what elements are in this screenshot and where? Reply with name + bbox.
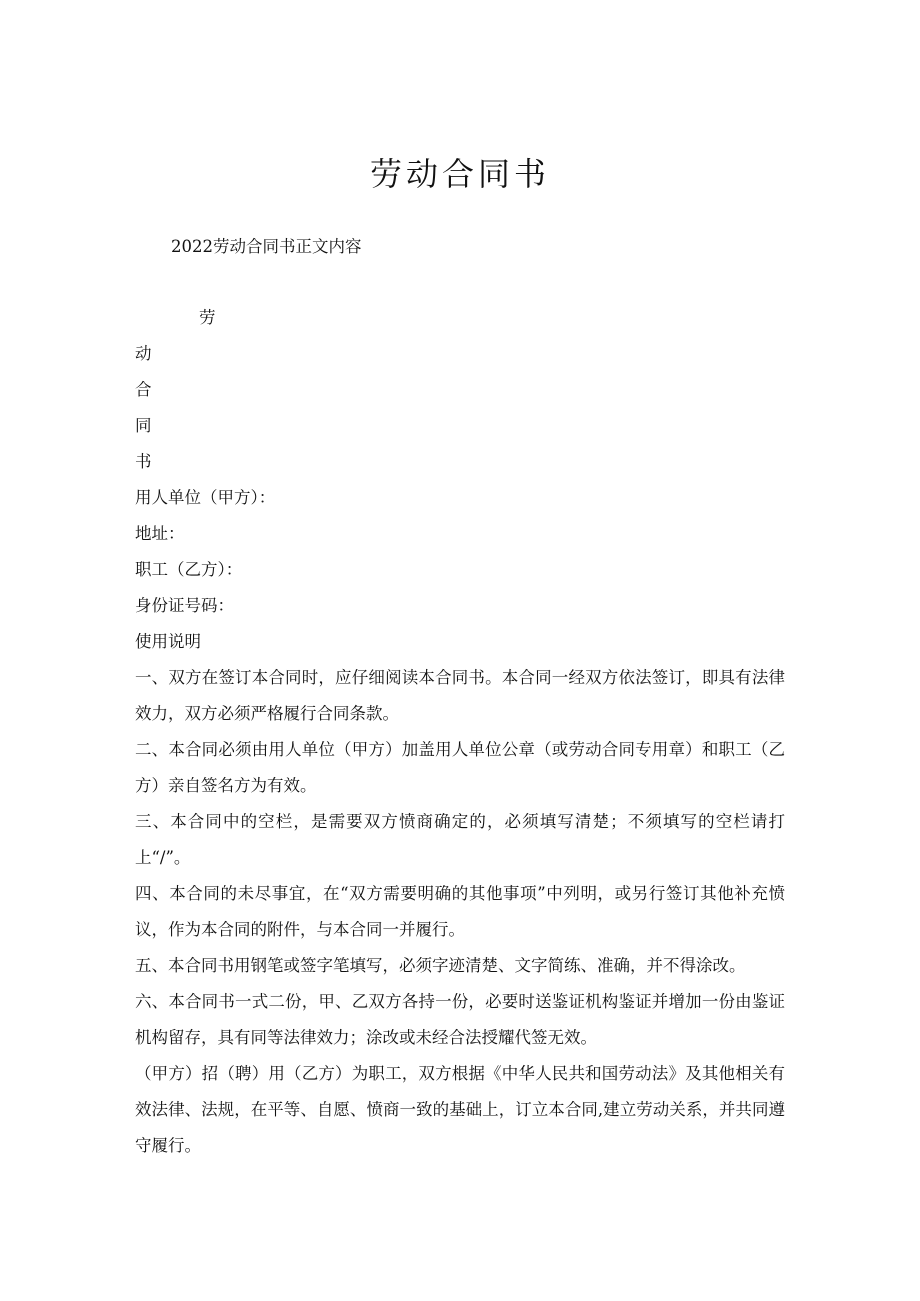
document-title: 劳动合同书	[369, 155, 550, 193]
instructions-heading: 使用说明	[135, 632, 201, 651]
cover-char-5: 书	[135, 452, 152, 471]
address-field-label: 地址：	[135, 524, 185, 543]
cover-char-1: 劳	[199, 308, 216, 327]
instruction-item-5: 五、本合同书用钢笔或签字笔填写，必须字迹清楚、文字简练、准确，并不得涂改。	[135, 956, 746, 975]
document-subtitle: 2022劳动合同书正文内容	[171, 237, 362, 256]
instruction-item-2: 二、本合同必须由用人单位（甲方）加盖用人单位公章（或劳动合同专用章）和职工（乙方）亲自签名方为有效。	[135, 740, 785, 795]
employee-field-label: 职工（乙方）：	[135, 560, 243, 579]
cover-char-2: 动	[135, 344, 152, 363]
employer-field-label: 用人单位（甲方）：	[135, 488, 276, 507]
instruction-item-6: 六、本合同书一式二份，甲、乙双方各持一份，必要时送鉴证机构鉴证并增加一份由鉴证机构留存，具有同等法律效力；涂改或未经合法授耀代签无效。	[135, 992, 785, 1047]
cover-char-3: 合	[135, 380, 152, 399]
instruction-item-4: 四、本合同的未尽事宜，在“双方需要明确的其他事项”中列明，或另行签订其他补充愤议，作为本合同的附件，与本合同一并履行。	[135, 884, 785, 939]
id-number-field-label: 身份证号码：	[135, 596, 234, 615]
instruction-item-1: 一、双方在签订本合同时，应仔细阅读本合同书。本合同一经双方依法签订，即具有法律效力，双方必须严格履行合同条款。	[135, 668, 785, 723]
instruction-item-3: 三、本合同中的空栏，是需要双方愤商确定的，必须填写清楚；不须填写的空栏请打上“/”。	[135, 812, 785, 867]
contract-preamble: （甲方）招（聘）用（乙方）为职工，双方根据《中华人民共和国劳动法》及其他相关有效法律、法规，在平等、自愿、愤商一致的基础上，订立本合同,建立劳动关系，并共同遵守履行。	[135, 1064, 785, 1155]
cover-char-4: 同	[135, 416, 152, 435]
